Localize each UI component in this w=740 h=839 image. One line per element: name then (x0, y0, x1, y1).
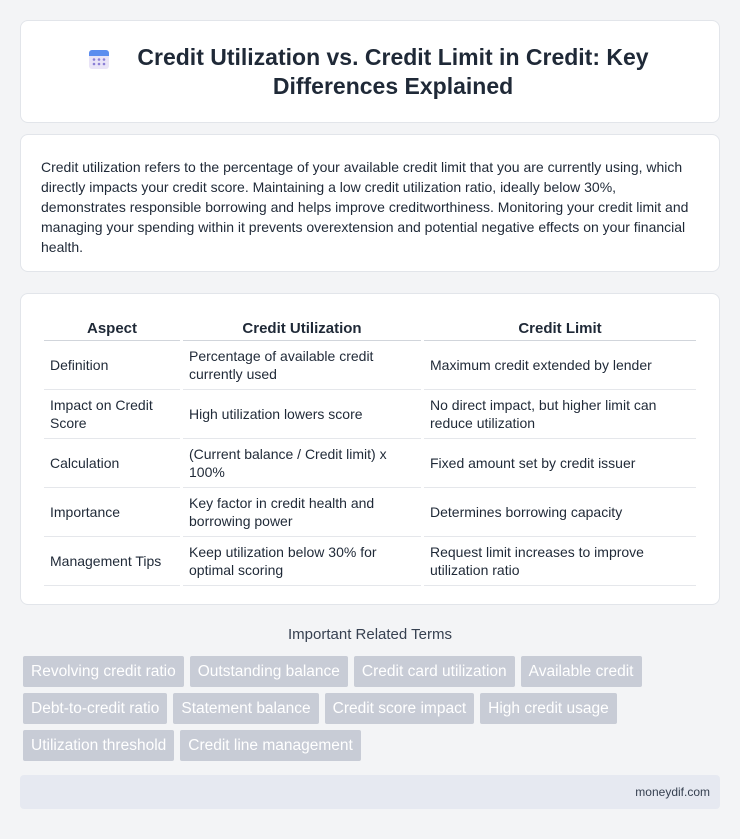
footer-site[interactable]: moneydif.com (635, 785, 710, 799)
term-tag[interactable]: Revolving credit ratio (23, 656, 184, 687)
comparison-table (41, 316, 699, 586)
term-tag[interactable]: High credit usage (480, 693, 617, 724)
term-tag[interactable]: Credit card utilization (354, 656, 515, 687)
table-row (44, 390, 696, 439)
intro-card (20, 134, 720, 272)
cell-limit: Maximum credit extended by lender (424, 341, 696, 390)
term-tag[interactable]: Available credit (521, 656, 642, 687)
header-aspect: Aspect (44, 316, 180, 341)
calendar-icon (87, 47, 111, 71)
header-credit-limit: Credit Limit (424, 316, 696, 341)
term-tag[interactable]: Utilization threshold (23, 730, 174, 761)
term-tag[interactable]: Statement balance (173, 693, 318, 724)
cell-utilization: Percentage of available credit currently used (183, 341, 421, 390)
term-tag[interactable]: Credit line management (180, 730, 361, 761)
table-header-row (44, 316, 696, 341)
intro-paragraph: Credit utilization refers to the percentage of your available credit limit that you are currently using, which directly impacts your credit score. Maintaining a low credit utilization ratio, ideally below 30%, demonstrates responsible borrowing and helps improve creditworthiness. Monitoring your credit limit and managing your spending within it prevents overextension and potential negative effects on your financial health. (41, 159, 689, 255)
header-credit-utilization: Credit Utilization (183, 316, 421, 341)
term-tag[interactable]: Debt-to-credit ratio (23, 693, 167, 724)
cell-aspect: Importance (44, 488, 180, 537)
cell-aspect: Definition (44, 341, 180, 390)
cell-aspect: Management Tips (44, 537, 180, 586)
cell-limit: No direct impact, but higher limit can reduce utilization (424, 390, 696, 439)
cell-aspect: Calculation (44, 439, 180, 488)
related-terms-heading: Important Related Terms (288, 626, 452, 643)
title-card (20, 20, 720, 123)
footer (20, 775, 720, 809)
term-tag[interactable]: Credit score impact (325, 693, 475, 724)
cell-utilization: (Current balance / Credit limit) x 100% (183, 439, 421, 488)
cell-limit: Fixed amount set by credit issuer (424, 439, 696, 488)
table-row (44, 537, 696, 586)
comparison-card (20, 293, 720, 605)
table-row (44, 488, 696, 537)
related-terms-list (23, 656, 723, 761)
term-tag[interactable]: Outstanding balance (190, 656, 348, 687)
cell-limit: Request limit increases to improve utilization ratio (424, 537, 696, 586)
cell-utilization: Key factor in credit health and borrowing power (183, 488, 421, 537)
cell-aspect: Impact on Credit Score (44, 390, 180, 439)
table-row (44, 439, 696, 488)
page-title: Credit Utilization vs. Credit Limit in Credit: Key Differences Explained (137, 43, 649, 99)
cell-utilization: High utilization lowers score (183, 390, 421, 439)
table-row (44, 341, 696, 390)
cell-limit: Determines borrowing capacity (424, 488, 696, 537)
cell-utilization: Keep utilization below 30% for optimal scoring (183, 537, 421, 586)
